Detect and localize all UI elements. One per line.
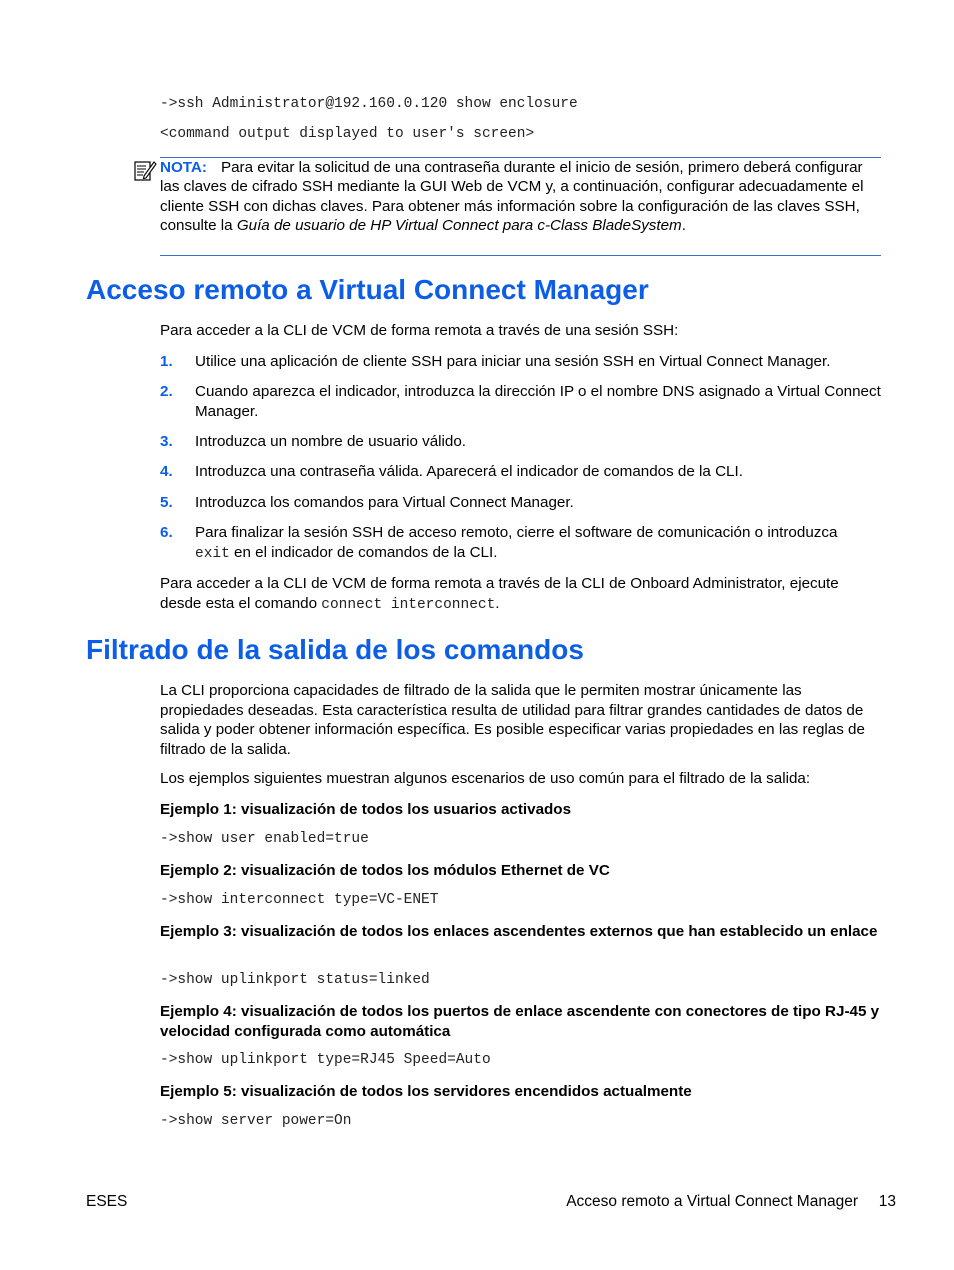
step-text: Introduzca los comandos para Virtual Connect Manager. [195, 494, 574, 511]
section1-outro [160, 574, 882, 615]
example-heading: Ejemplo 1: visualización de todos los usuarios activados [160, 801, 572, 818]
step-text: Introduzca un nombre de usuario válido. [195, 433, 467, 450]
outro-end: . [495, 594, 500, 612]
code-ssh-command: ->ssh Administrator@192.160.0.120 show enclosure [160, 96, 578, 112]
step-text [195, 523, 885, 564]
footer-section-title: Acceso remoto a Virtual Connect Manager [566, 1193, 858, 1210]
step-text-part: Para finalizar la sesión SSH de acceso remoto, cierre el software de comunicación o introduzca [195, 524, 838, 541]
step-number: 1. [160, 353, 173, 370]
step-text-part: en el indicador de comandos de la CLI. [229, 543, 498, 561]
section2-examples-intro: Los ejemplos siguientes muestran algunos escenarios de uso común para el filtrado de la salida: [160, 770, 811, 787]
connect-interconnect-command: connect interconnect [321, 596, 496, 613]
note-end: . [681, 216, 686, 234]
note-box [160, 157, 881, 256]
section2-paragraph: La CLI proporciona capacidades de filtrado de la salida que le permiten mostrar únicamente las propiedades deseadas. Esta característica resulta de utilidad para filtrar grandes cantidades de datos de salida y poder obtener información específica. Es posible especificar varias propiedades en las reglas de filtrado de la salida. [160, 682, 865, 758]
step-number: 6. [160, 524, 173, 541]
step-number: 5. [160, 494, 173, 511]
example-code: ->show uplinkport type=RJ45 Speed=Auto [160, 1052, 491, 1068]
outro-text: Para acceder a la CLI de VCM de forma remota a través de la CLI de Onboard Administrator, ejecute desde esta el comando [160, 575, 839, 612]
example-heading: Ejemplo 4: visualización de todos los puertos de enlace ascendente con conectores de tipo RJ-45 y velocidad configurada como automática [160, 1003, 880, 1040]
exit-command: exit [195, 545, 230, 562]
example-heading: Ejemplo 2: visualización de todos los módulos Ethernet de VC [160, 862, 610, 879]
example-code: ->show user enabled=true [160, 831, 369, 847]
example-heading: Ejemplo 3: visualización de todos los enlaces ascendentes externos que han establecido un enlace [160, 923, 878, 940]
note-guide-title: Guía de usuario de HP Virtual Connect para c-Class BladeSystem [236, 216, 682, 234]
note-label: NOTA: [160, 159, 207, 176]
example-code: ->show interconnect type=VC-ENET [160, 892, 439, 908]
example-heading: Ejemplo 5: visualización de todos los servidores encendidos actualmente [160, 1083, 692, 1100]
example-code: ->show server power=On [160, 1113, 352, 1129]
step-text: Cuando aparezca el indicador, introduzca la dirección IP o el nombre DNS asignado a Virtual Connect Manager. [195, 383, 881, 420]
section-title-remote-access: Acceso remoto a Virtual Connect Manager [86, 274, 649, 305]
section1-intro: Para acceder a la CLI de VCM de forma remota a través de una sesión SSH: [160, 322, 679, 339]
step-number: 4. [160, 463, 173, 480]
step-text: Introduzca una contraseña válida. Aparecerá el indicador de comandos de la CLI. [195, 463, 743, 480]
footer-locale: ESES [86, 1193, 128, 1210]
step-text: Utilice una aplicación de cliente SSH para iniciar una sesión SSH en Virtual Connect Manager. [195, 353, 831, 370]
step-number: 3. [160, 433, 173, 450]
note-text [160, 158, 881, 235]
example-code: ->show uplinkport status=linked [160, 972, 430, 988]
code-output-placeholder: <command output displayed to user's screen> [160, 126, 535, 142]
page-number: 13 [878, 1193, 896, 1210]
note-body: Para evitar la solicitud de una contraseña durante el inicio de sesión, primero deberá configurar las claves de cifrado SSH mediante la GUI Web de VCM y, a continuación, configurar adecuadamente el cliente SSH con dichas claves. Para obtener más información sobre la configuración de las claves SSH, consulte la [160, 159, 864, 234]
section-title-output-filtering: Filtrado de la salida de los comandos [86, 634, 584, 665]
note-icon [133, 158, 157, 182]
step-number: 2. [160, 383, 173, 400]
